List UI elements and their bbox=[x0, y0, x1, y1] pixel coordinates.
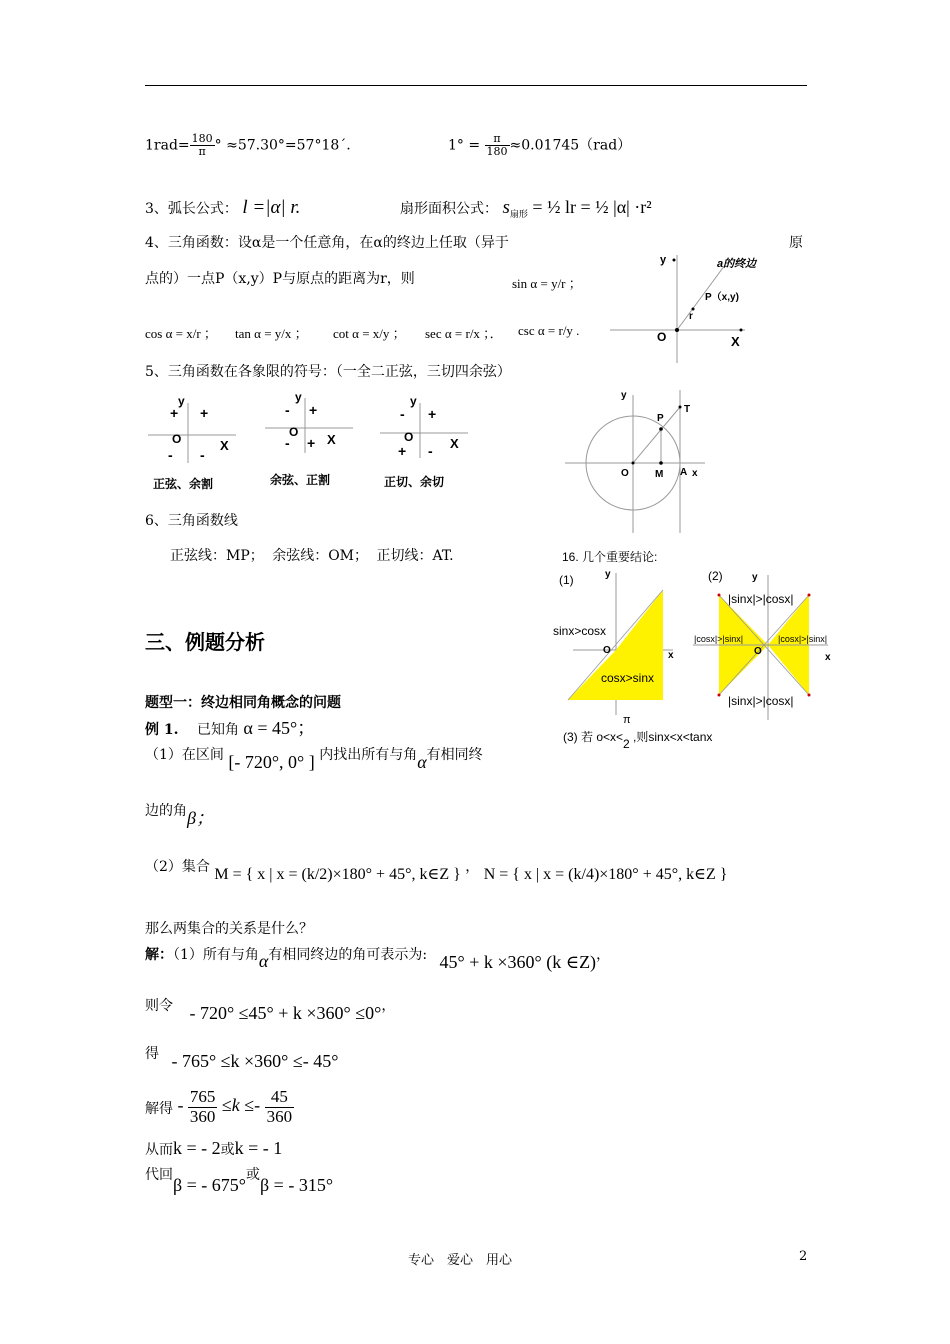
item4-line1-right: 原 bbox=[789, 235, 803, 251]
frac-pi-180: $\frac{\pi}{180}$ bbox=[486, 132, 508, 159]
fan-sub: 扇形 bbox=[509, 209, 528, 220]
svg-text:y: y bbox=[605, 569, 611, 580]
svg-text:y: y bbox=[410, 394, 417, 408]
svg-text:-: - bbox=[428, 443, 433, 459]
svg-text:+: + bbox=[200, 405, 209, 421]
fig-y-label: y bbox=[660, 254, 667, 266]
fan-area-line: 扇形面积公式： $s_{扇形}$ = ½ lr = ½ |α| ·r² bbox=[400, 197, 652, 220]
tan-def: tan α = y/x ； bbox=[235, 326, 308, 341]
sign-caption-cos: 余弦、正割 bbox=[270, 473, 331, 487]
solution-line5: 从而k = - 2或k = - 1 bbox=[145, 1138, 283, 1158]
svg-text:y: y bbox=[621, 390, 627, 401]
arc-length-line bbox=[145, 197, 300, 219]
svg-text:A: A bbox=[680, 467, 688, 478]
q2-question: 那么两集合的关系是什么？ bbox=[145, 921, 313, 937]
svg-text:y: y bbox=[295, 390, 302, 404]
footer-center: 专心 爱心 用心 bbox=[408, 1253, 513, 1268]
c2-bottom: |sinx|>|cosx| bbox=[728, 694, 794, 708]
example1-line: 例 1. 已知角 α = 45°； bbox=[145, 718, 316, 738]
fig-title: a的终边 bbox=[717, 258, 757, 270]
fig-p-label: P（x,y) bbox=[705, 292, 739, 303]
fig-o-label: O bbox=[657, 330, 667, 344]
svg-text:-: - bbox=[400, 406, 405, 422]
svg-text:+: + bbox=[428, 406, 437, 422]
c2-top: |sinx|>|cosx| bbox=[728, 592, 794, 606]
svg-text:(1): (1) bbox=[559, 573, 574, 587]
solution-line2: 则令 - 720° ≤45° + k ×360° ≤0°， bbox=[145, 998, 396, 1023]
svg-text:+: + bbox=[398, 443, 407, 459]
svg-text:x: x bbox=[825, 652, 831, 663]
deg-right: ≈0.01745（rad） bbox=[509, 137, 632, 154]
c1-upper: sinx>cosx bbox=[553, 624, 607, 638]
solution-line6: 代回β = - 675°或β = - 315° bbox=[145, 1167, 334, 1195]
svg-text:O: O bbox=[172, 432, 182, 446]
solution-line1: 解：（1）所有与角α有相同终边的角可表示为: 45° + k ×360° (k ∈Z)， bbox=[145, 947, 611, 972]
header-rule bbox=[145, 85, 807, 86]
solution-line4: 解得 - $\frac{765}{360}$ ≤k ≤- $\frac{45}{360}$ bbox=[145, 1087, 293, 1126]
sin-def: sin α = y/r ； bbox=[512, 276, 582, 291]
fig-r-label: r bbox=[689, 311, 693, 322]
section-heading: 三、例题分析 bbox=[145, 630, 265, 654]
c1-lower: cosx>sinx bbox=[601, 671, 655, 685]
sign-caption-tan: 正切、余切 bbox=[384, 475, 445, 489]
svg-text:O: O bbox=[754, 646, 762, 657]
degree-line bbox=[448, 133, 631, 158]
svg-text:+: + bbox=[170, 405, 179, 421]
c2-left: |cosx|>|sinx| bbox=[694, 634, 744, 644]
sign-diagram-cos bbox=[265, 388, 360, 498]
c2-right: |cosx|>|sinx| bbox=[778, 634, 828, 644]
item6-line: 正弦线：MP； 余弦线：OM； 正切线：AT. bbox=[170, 548, 454, 564]
type1-heading: 题型一：终边相同角概念的问题 bbox=[145, 695, 341, 711]
svg-text:-: - bbox=[168, 447, 173, 463]
q2-line: （2）集合 M = { x | x = (k/2)×180° + 45°, k∈Z } ， N = { x | x = (k/4)×180° + 45°, k∈Z } bbox=[145, 859, 728, 883]
svg-text:+: + bbox=[309, 402, 318, 418]
frac-180-pi: $\frac{180}{\pi}$ bbox=[191, 132, 213, 159]
sec-def: sec α = r/x ；． bbox=[425, 326, 503, 341]
arc-label: 3、弧长公式： bbox=[145, 201, 238, 217]
svg-text:O: O bbox=[603, 645, 611, 656]
svg-text:X: X bbox=[450, 436, 459, 451]
svg-text:O: O bbox=[621, 468, 629, 479]
svg-text:y: y bbox=[178, 394, 185, 408]
conclusion-figures bbox=[553, 565, 843, 725]
solution-label: 解： bbox=[145, 947, 173, 963]
svg-text:-: - bbox=[285, 435, 290, 451]
svg-text:X: X bbox=[327, 432, 336, 447]
svg-text:(2): (2) bbox=[708, 569, 723, 583]
rad-mid: ° ≈57.30°=57°18´. bbox=[214, 137, 351, 154]
svg-text:x: x bbox=[668, 650, 674, 661]
sign-diagram-sin bbox=[148, 388, 243, 498]
svg-text:-: - bbox=[285, 402, 290, 418]
arc-formula: l =|α| r. bbox=[242, 197, 301, 218]
q1-line: （1）在区间 [- 720°, 0° ] 内找出所有与角α有相同终 bbox=[145, 747, 483, 772]
example1-label: 例 1. bbox=[145, 722, 179, 738]
svg-text:+: + bbox=[307, 435, 316, 451]
svg-text:x: x bbox=[692, 468, 698, 479]
unit-circle-figure bbox=[565, 385, 715, 535]
fan-label: 扇形面积公式： bbox=[400, 201, 498, 217]
svg-text:O: O bbox=[404, 430, 414, 444]
cot-def: cot α = x/y ； bbox=[333, 326, 406, 341]
q1-line2: 边的角β； bbox=[145, 803, 214, 828]
page-number: 2 bbox=[799, 1249, 808, 1264]
cos-def: cos α = x/r ； bbox=[145, 326, 217, 341]
fan-formula: = ½ lr = ½ |α| ·r² bbox=[532, 197, 652, 217]
item4-line2: 点的）一点P（x,y）P与原点的距离为r，则 bbox=[145, 271, 415, 287]
item5-title: 5、三角函数在各象限的符号：（一全二正弦，三切四余弦） bbox=[145, 364, 511, 380]
rad-left: 1rad= bbox=[145, 137, 190, 154]
radian-line bbox=[145, 133, 351, 158]
sign-caption-sin: 正弦、余割 bbox=[153, 477, 214, 491]
conclusion-3: (3) 若 o<x< π 2 ,则sinx<x<tanx bbox=[563, 714, 713, 751]
fig-x-label: X bbox=[731, 334, 740, 349]
solution-line3: 得 - 765° ≤k ×360° ≤- 45° bbox=[145, 1046, 339, 1071]
svg-text:y: y bbox=[752, 572, 758, 583]
svg-text:P: P bbox=[657, 413, 664, 424]
conclusions-title: 16. 几个重要结论: bbox=[562, 550, 658, 564]
svg-text:O: O bbox=[289, 425, 299, 439]
csc-def: csc α = r/y . bbox=[518, 323, 580, 338]
svg-text:T: T bbox=[684, 404, 691, 415]
svg-text:X: X bbox=[220, 438, 229, 453]
svg-text:M: M bbox=[655, 469, 664, 480]
svg-text:-: - bbox=[200, 447, 205, 463]
deg-left: 1° = bbox=[448, 137, 481, 154]
item4-line1: 4、三角函数：设α是一个任意角，在α的终边上任取（异于 bbox=[145, 235, 509, 251]
sign-diagram-tan bbox=[380, 388, 475, 498]
item6-title: 6、三角函数线 bbox=[145, 513, 238, 529]
terminal-side-figure bbox=[605, 245, 765, 365]
